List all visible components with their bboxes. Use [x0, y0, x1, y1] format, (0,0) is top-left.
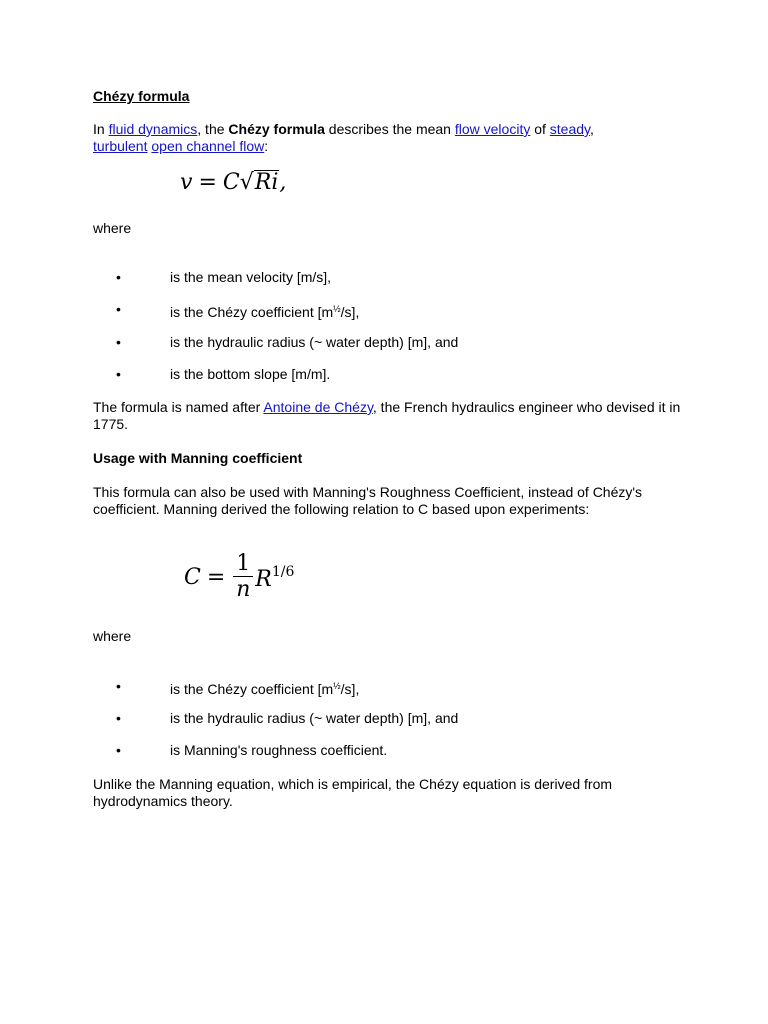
where-item: is the mean velocity [m/s], — [170, 269, 332, 285]
named-after-paragraph — [93, 399, 693, 433]
section-heading: Usage with Manning coefficient — [93, 450, 303, 466]
formula-equals: = — [198, 170, 217, 195]
link-fluid-dynamics[interactable]: fluid dynamics — [108, 121, 198, 137]
where-item: is Manning's roughness coefficient. — [170, 742, 388, 758]
item-text: is the Chézy coefficient [m — [170, 681, 334, 697]
link-steady[interactable]: steady — [549, 121, 591, 137]
bullet-marker: • — [116, 301, 121, 317]
named-text: , the French hydraulics engineer who devised it in 1775. — [93, 399, 681, 432]
fraction-denominator: n — [236, 577, 251, 602]
formula-c: C — [222, 170, 240, 195]
half-superscript: ½ — [333, 304, 341, 314]
bullet-marker: • — [116, 742, 121, 758]
item-text: /s], — [340, 304, 360, 320]
where-label: where — [93, 220, 132, 236]
formula-r-letter: R — [255, 566, 272, 592]
bullet-marker: • — [116, 710, 121, 726]
bullet-marker: • — [116, 366, 121, 382]
intro-text: describes the mean — [324, 121, 455, 137]
named-text: The formula is named after — [93, 399, 264, 415]
formula-r — [255, 564, 294, 592]
where-item — [170, 678, 690, 698]
where-item — [170, 301, 690, 321]
item-text: is the Chézy coefficient [m — [170, 304, 334, 320]
formula-c: C — [184, 565, 201, 590]
link-turbulent[interactable]: turbulent — [93, 138, 148, 154]
link-antoine-de-chezy[interactable]: Antoine de Chézy — [263, 399, 373, 415]
formula-comma: , — [279, 170, 287, 195]
formula-equals: = — [206, 565, 226, 590]
intro-paragraph — [93, 121, 693, 155]
where-item: is the hydraulic radius (~ water depth) [m], and — [170, 334, 459, 350]
bullet-marker: • — [116, 678, 121, 694]
fraction-numerator: 1 — [233, 552, 253, 577]
closing-paragraph: Unlike the Manning equation, which is empirical, the Chézy equation is derived from hydrodynamics theory. — [93, 776, 613, 809]
fraction — [233, 552, 253, 603]
sqrt-symbol: √ — [239, 170, 254, 195]
intro-text: In — [93, 121, 109, 137]
formula-radicand: Ri — [254, 170, 279, 195]
intro-text: of — [530, 121, 550, 137]
link-flow-velocity[interactable]: flow velocity — [454, 121, 531, 137]
intro-bold-term: Chézy formula — [228, 121, 325, 137]
chezy-formula — [180, 170, 286, 200]
formula-v: v — [180, 170, 193, 195]
intro-text: , — [590, 121, 594, 137]
bullet-marker: • — [116, 269, 121, 285]
where-item: is the bottom slope [m/m]. — [170, 366, 331, 382]
where-item: is the hydraulic radius (~ water depth) [m], and — [170, 710, 459, 726]
article-title: Chézy formula — [93, 88, 190, 104]
intro-text: : — [264, 138, 269, 154]
bullet-marker: • — [116, 334, 121, 350]
half-superscript: ½ — [333, 681, 341, 691]
usage-paragraph: This formula can also be used with Manning's Roughness Coefficient, instead of Chézy's coefficient. Manning derived the following relation to C based upon experiments: — [93, 484, 643, 517]
link-open-channel-flow[interactable]: open channel flow — [151, 138, 265, 154]
manning-relation-formula — [184, 552, 294, 612]
item-text: /s], — [340, 681, 360, 697]
where-label: where — [93, 628, 132, 644]
intro-text: , the — [197, 121, 229, 137]
formula-exponent: 1/6 — [271, 563, 295, 580]
